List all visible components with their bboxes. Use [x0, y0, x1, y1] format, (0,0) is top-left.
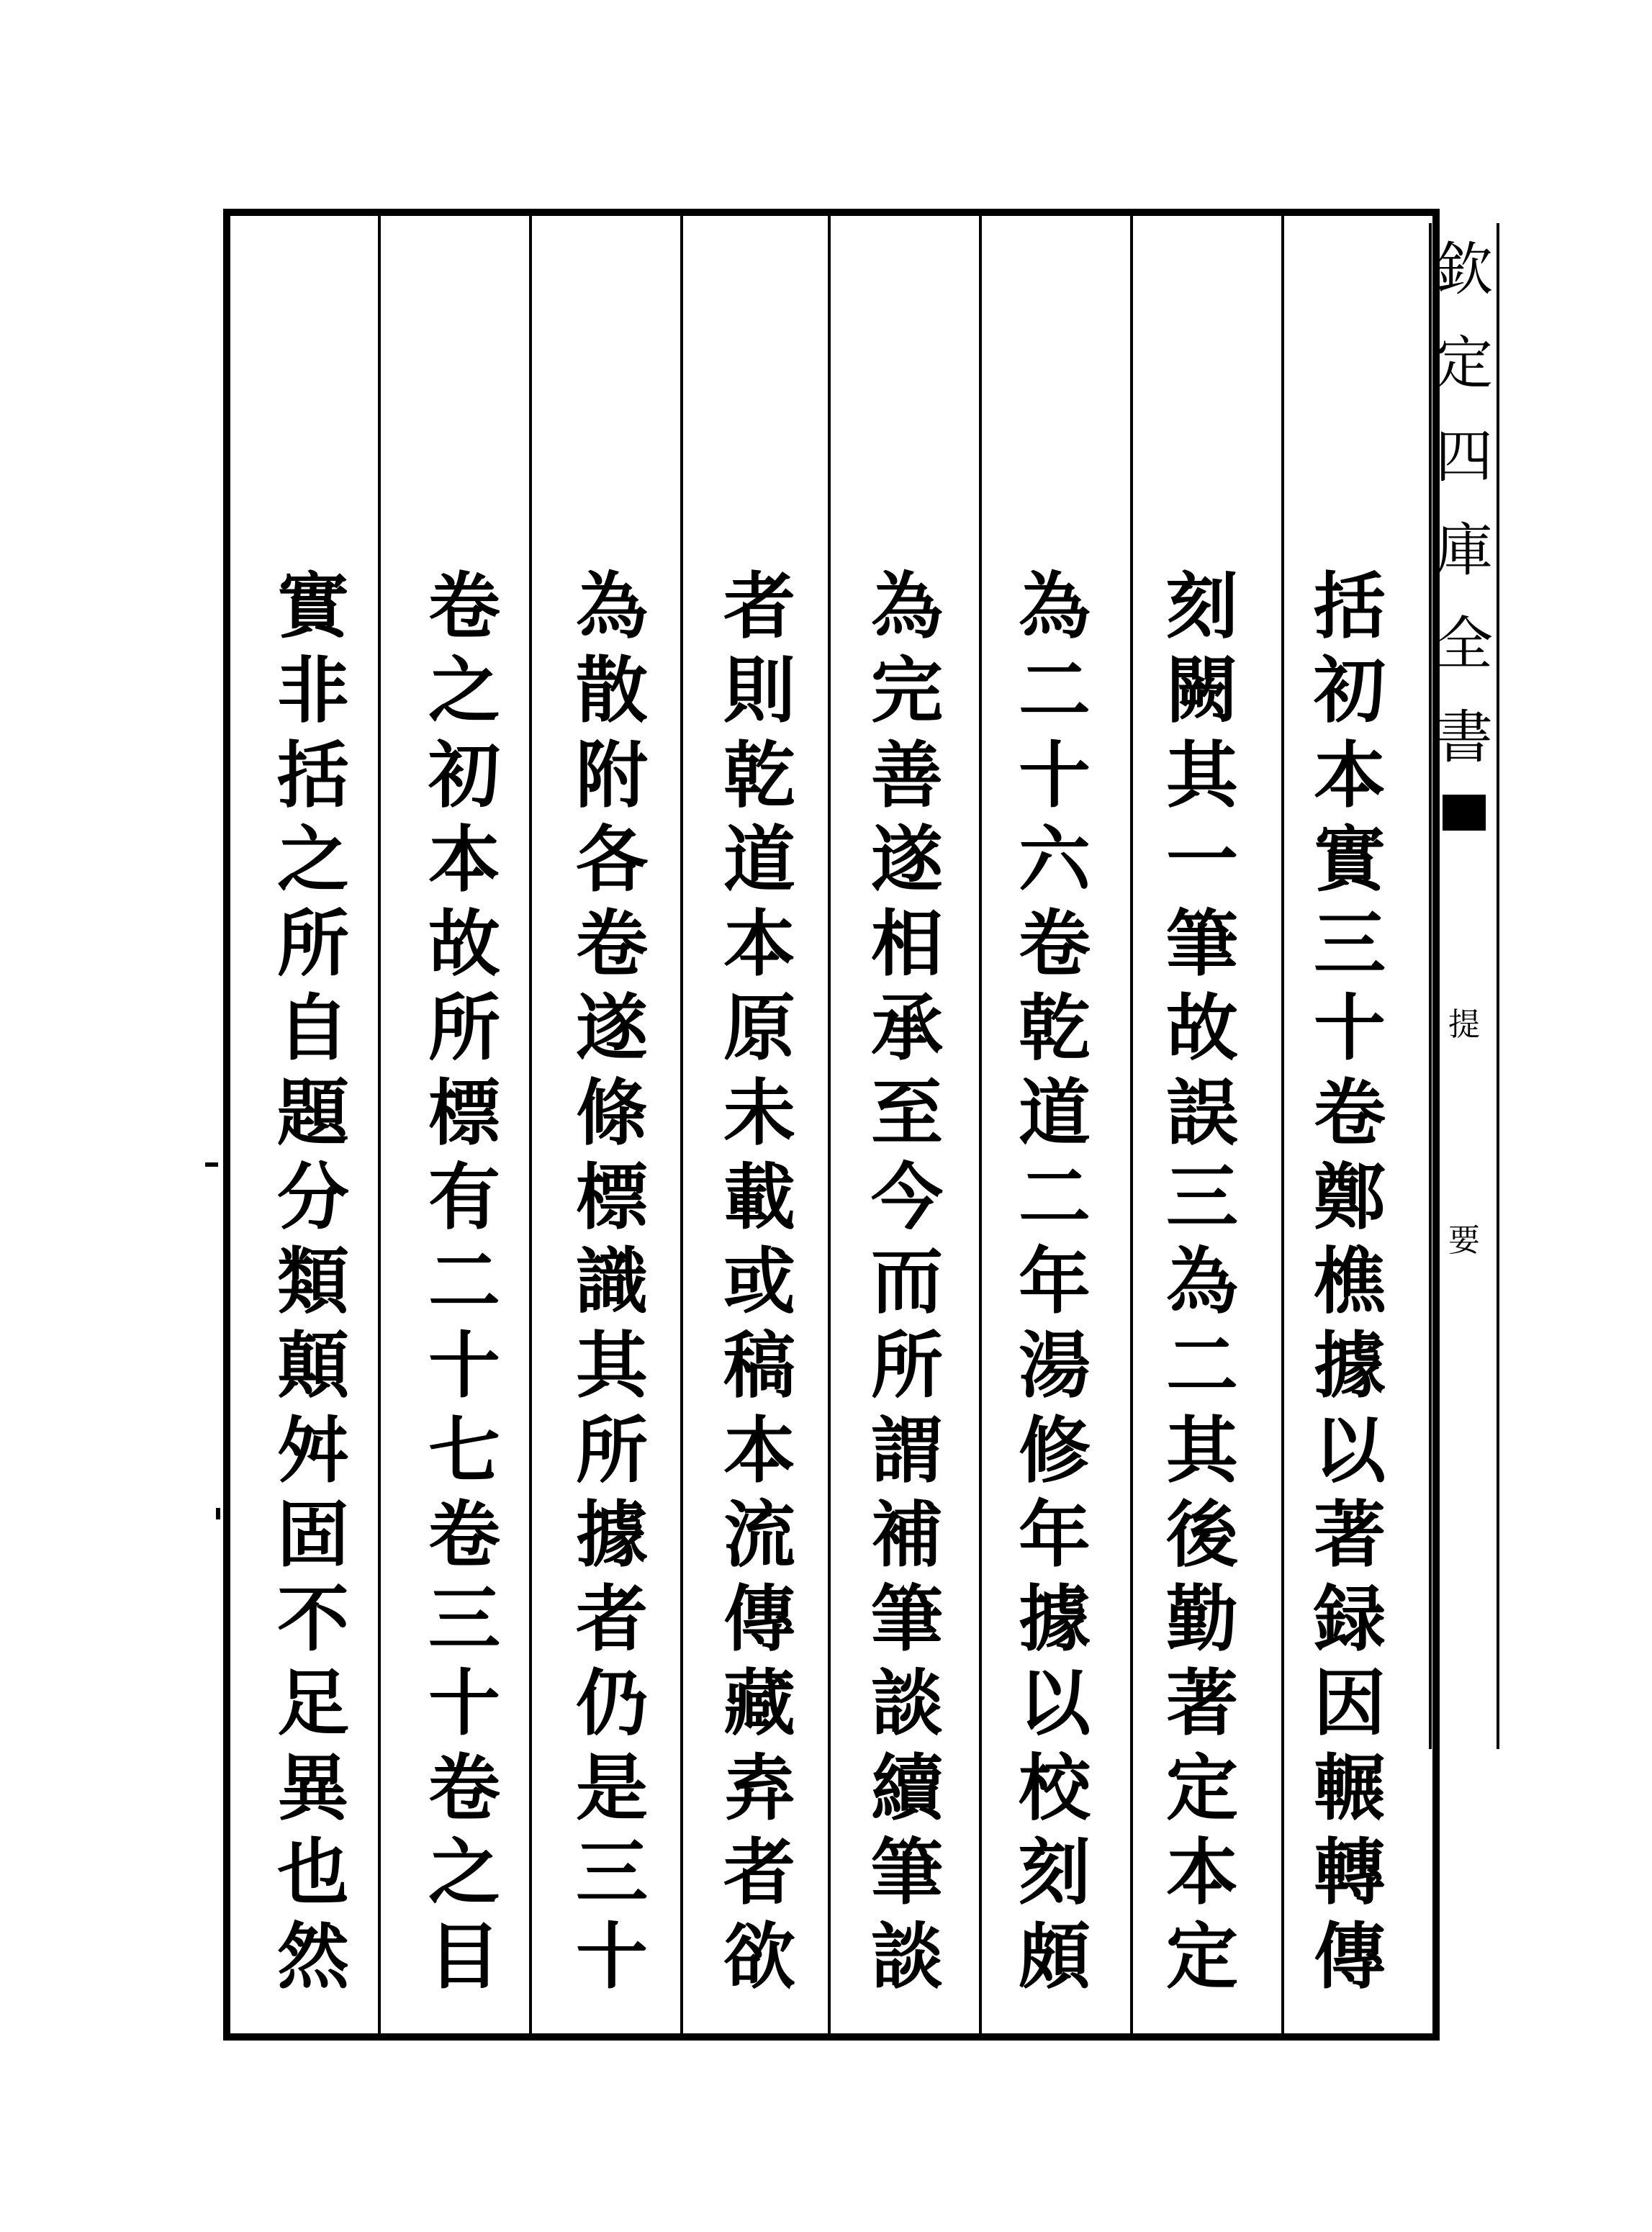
column-character: 藏 — [723, 1661, 795, 1746]
column-character: 續 — [871, 1745, 943, 1830]
column-character: 初 — [1314, 648, 1386, 733]
title-character: 定 — [1435, 330, 1493, 397]
column-character: 所 — [277, 901, 349, 986]
column-character: 十 — [428, 1323, 500, 1409]
column-character: 年 — [1019, 1239, 1091, 1324]
text-column-5 — [705, 564, 813, 1999]
column-character: 承 — [871, 985, 943, 1071]
column-character: 相 — [871, 901, 943, 986]
column-character: 筆 — [871, 1829, 943, 1915]
column-character: 三 — [428, 1576, 500, 1661]
column-character: 固 — [277, 1491, 349, 1577]
column-character: 至 — [871, 1070, 943, 1155]
column-character: 輾 — [1314, 1745, 1386, 1830]
column-rule — [828, 216, 831, 2033]
title-character: 庫 — [1435, 517, 1493, 584]
fishtail-mark — [1443, 795, 1486, 831]
column-character: 勤 — [1166, 1576, 1238, 1661]
column-character: 為 — [1166, 1239, 1238, 1324]
column-character: 稿 — [723, 1323, 795, 1409]
column-character: 刻 — [1166, 564, 1238, 649]
column-character: 二 — [1019, 1154, 1091, 1239]
column-character: 以 — [1314, 1407, 1386, 1493]
column-character: 筆 — [1166, 901, 1238, 986]
column-character: 卷 — [428, 564, 500, 649]
column-character: 本 — [1166, 1829, 1238, 1915]
column-character: 定 — [1166, 1745, 1238, 1830]
column-character: 括 — [277, 732, 349, 818]
column-character: 未 — [723, 1070, 795, 1155]
column-character: 不 — [277, 1576, 349, 1661]
section-character: 要 — [1448, 1222, 1480, 1259]
column-character: 條 — [576, 1070, 648, 1155]
column-character: 十 — [576, 1914, 648, 1999]
column-character: 初 — [428, 732, 500, 818]
column-rule — [529, 216, 532, 2033]
column-character: 括 — [1314, 564, 1386, 649]
column-character: 載 — [723, 1154, 795, 1239]
column-character: 顛 — [277, 1323, 349, 1409]
section-character: 提 — [1448, 1006, 1480, 1043]
column-character: 其 — [1166, 732, 1238, 818]
column-character: 湯 — [1019, 1323, 1091, 1409]
column-character: 補 — [871, 1491, 943, 1577]
column-character: 遂 — [576, 985, 648, 1071]
column-character: 而 — [871, 1239, 943, 1324]
column-character: 標 — [428, 1070, 500, 1155]
column-character: 據 — [1019, 1576, 1091, 1661]
column-character: 之 — [428, 1829, 500, 1915]
column-character: 道 — [723, 816, 795, 902]
column-character: 完 — [871, 648, 943, 733]
section-label — [1448, 831, 1480, 1262]
column-character: 以 — [1019, 1661, 1091, 1746]
column-character: 因 — [1314, 1661, 1386, 1746]
text-column-4 — [853, 564, 961, 1999]
column-character: 舛 — [277, 1407, 349, 1493]
column-character: 傳 — [723, 1576, 795, 1661]
column-character: 據 — [1314, 1323, 1386, 1409]
column-character: 有 — [428, 1154, 500, 1239]
column-character: 分 — [277, 1154, 349, 1239]
column-character: 題 — [277, 1070, 349, 1155]
column-character: 其 — [576, 1323, 648, 1409]
text-column-7 — [410, 564, 518, 1999]
column-character: 故 — [428, 901, 500, 986]
column-character: 所 — [576, 1407, 648, 1493]
column-character: 流 — [723, 1491, 795, 1577]
column-character: 遂 — [871, 816, 943, 902]
column-character: 原 — [723, 985, 795, 1071]
column-character: 也 — [277, 1829, 349, 1915]
page-frame — [223, 209, 1440, 2041]
column-character: 三 — [576, 1829, 648, 1915]
title-character: 四 — [1435, 423, 1493, 490]
column-character: 三 — [1314, 901, 1386, 986]
column-character: 刻 — [1019, 1829, 1091, 1915]
column-character: 卷 — [576, 901, 648, 986]
column-character: 樵 — [1314, 1239, 1386, 1324]
column-character: 談 — [871, 1661, 943, 1746]
column-rule — [1130, 216, 1133, 2033]
column-character: 轉 — [1314, 1829, 1386, 1915]
column-character: 異 — [277, 1745, 349, 1830]
column-character: 之 — [428, 648, 500, 733]
book-title — [1435, 223, 1493, 785]
column-rule — [378, 216, 381, 2033]
text-column-2 — [1148, 564, 1256, 1999]
column-character: 卷 — [1019, 901, 1091, 986]
column-character: 欲 — [723, 1914, 795, 1999]
column-character: 七 — [428, 1407, 500, 1493]
column-character: 者 — [723, 1829, 795, 1915]
column-character: 二 — [428, 1239, 500, 1324]
column-character: 六 — [1019, 816, 1091, 902]
column-character: 卷 — [428, 1491, 500, 1577]
ink-mark — [216, 1508, 220, 1519]
column-character: 十 — [428, 1661, 500, 1746]
column-character: 者 — [723, 564, 795, 649]
column-character: 識 — [576, 1239, 648, 1324]
ink-mark — [205, 1162, 218, 1167]
column-character: 傳 — [1314, 1914, 1386, 1999]
column-character: 本 — [723, 1407, 795, 1493]
column-character: 著 — [1314, 1491, 1386, 1577]
column-character: 校 — [1019, 1745, 1091, 1830]
column-character: 後 — [1166, 1491, 1238, 1577]
column-character: 今 — [871, 1154, 943, 1239]
column-rule — [979, 216, 982, 2033]
column-character: 録 — [1314, 1576, 1386, 1661]
column-character: 弆 — [723, 1745, 795, 1830]
column-character: 為 — [871, 564, 943, 649]
column-character: 鄭 — [1314, 1154, 1386, 1239]
column-character: 或 — [723, 1239, 795, 1324]
column-character: 之 — [277, 816, 349, 902]
column-character: 所 — [428, 985, 500, 1071]
column-character: 卷 — [428, 1745, 500, 1830]
column-character: 據 — [576, 1491, 648, 1577]
column-character: 十 — [1314, 985, 1386, 1071]
text-column-6 — [558, 564, 666, 1999]
column-rule — [1281, 216, 1284, 2033]
column-character: 年 — [1019, 1491, 1091, 1577]
column-character: 道 — [1019, 1070, 1091, 1155]
column-character: 然 — [277, 1914, 349, 1999]
column-character: 修 — [1019, 1407, 1091, 1493]
title-character: 全 — [1435, 610, 1493, 677]
column-character: 則 — [723, 648, 795, 733]
column-character: 謂 — [871, 1407, 943, 1493]
column-character: 筆 — [871, 1576, 943, 1661]
text-column-1 — [1296, 564, 1404, 1999]
column-character: 十 — [1019, 732, 1091, 818]
column-character: 乾 — [1019, 985, 1091, 1071]
column-character: 自 — [277, 985, 349, 1071]
column-character: 本 — [723, 901, 795, 986]
column-character: 仍 — [576, 1661, 648, 1746]
column-character: 類 — [277, 1239, 349, 1324]
column-character: 二 — [1019, 648, 1091, 733]
block-margin — [1429, 223, 1499, 1749]
column-character: 其 — [1166, 1407, 1238, 1493]
column-character: 是 — [576, 1745, 648, 1830]
column-character: 本 — [428, 816, 500, 902]
column-character: 定 — [1166, 1914, 1238, 1999]
column-character: 故 — [1166, 985, 1238, 1071]
column-character: 各 — [576, 816, 648, 902]
column-character: 為 — [576, 564, 648, 649]
column-character: 為 — [1019, 564, 1091, 649]
column-character: 著 — [1166, 1661, 1238, 1746]
column-character: 談 — [871, 1914, 943, 1999]
column-character: 善 — [871, 732, 943, 818]
column-character: 實 — [1314, 816, 1386, 902]
column-character: 卷 — [1314, 1070, 1386, 1155]
column-character: 一 — [1166, 816, 1238, 902]
column-character: 者 — [576, 1576, 648, 1661]
column-rule — [680, 216, 683, 2033]
column-character: 目 — [428, 1914, 500, 1999]
column-character: 所 — [871, 1323, 943, 1409]
column-character: 非 — [277, 648, 349, 733]
column-character: 三 — [1166, 1154, 1238, 1239]
column-character: 足 — [277, 1661, 349, 1746]
column-character: 頗 — [1019, 1914, 1091, 1999]
title-character: 書 — [1435, 704, 1493, 771]
column-character: 闕 — [1166, 648, 1238, 733]
column-character: 誤 — [1166, 1070, 1238, 1155]
text-column-8 — [259, 564, 367, 1999]
column-character: 散 — [576, 648, 648, 733]
column-character: 實 — [277, 564, 349, 649]
column-character: 附 — [576, 732, 648, 818]
text-column-3 — [1001, 564, 1109, 1999]
column-character: 本 — [1314, 732, 1386, 818]
column-character: 二 — [1166, 1323, 1238, 1409]
title-character: 欽 — [1435, 236, 1493, 303]
column-character: 乾 — [723, 732, 795, 818]
column-character: 標 — [576, 1154, 648, 1239]
